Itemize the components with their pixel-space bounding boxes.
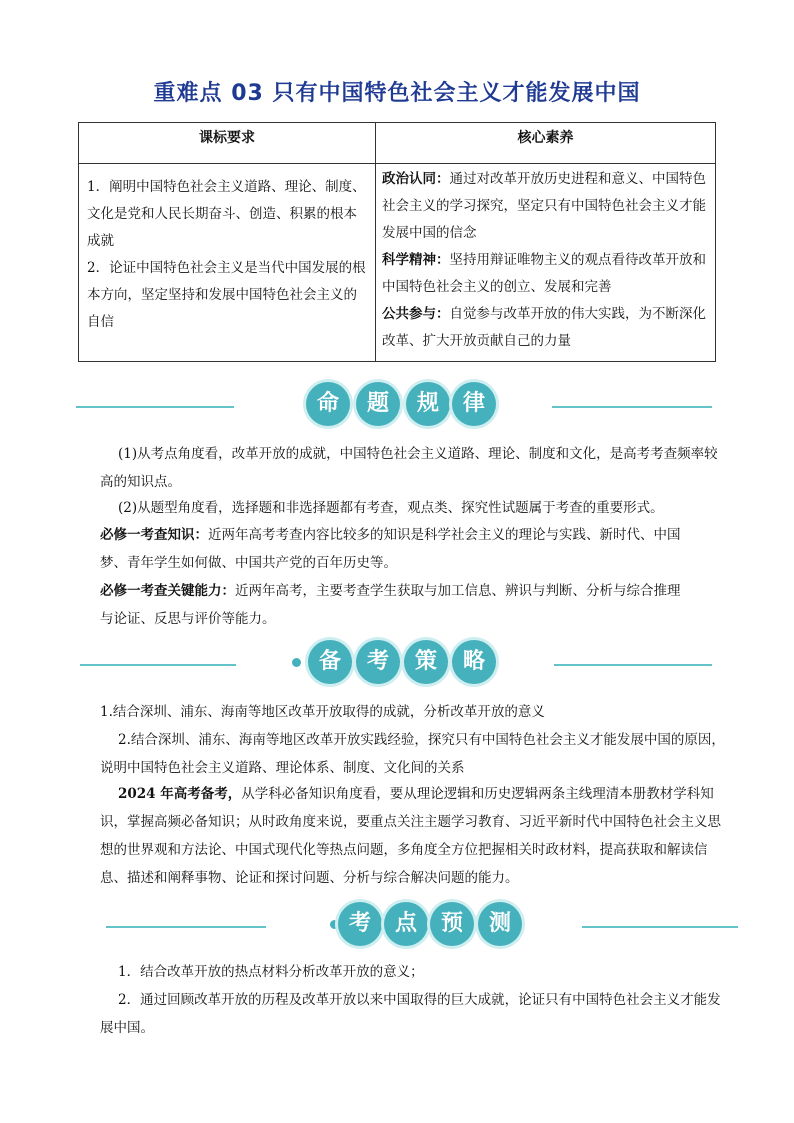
section-char: 题 bbox=[356, 382, 400, 426]
literacy-item bbox=[382, 247, 709, 301]
paragraph: 1.结合深圳、浦东、海南等地区改革开放取得的成就，分析改革开放的意义 bbox=[100, 704, 545, 720]
literacy-label: 公共参与： bbox=[382, 306, 450, 322]
section-char: 备 bbox=[308, 640, 352, 684]
paragraph: 必修一考查知识：近两年高考考查内容比较多的知识是科学社会主义的理论与实践、新时代、中国梦、青年学生如何做、中国共产党的百年历史等。 bbox=[100, 527, 681, 571]
paragraph: 必修一考查关键能力：近两年高考，主要考查学生获取与加工信息、辨识与判断、分析与综合推理与论证、反思与评价等能力。 bbox=[100, 583, 681, 627]
requirement-item: 1．阐明中国特色社会主义道路、理论、制度、文化是党和人民长期奋斗、创造、积累的根本成就 bbox=[87, 179, 366, 249]
bold-label: 必修一考查知识： bbox=[100, 527, 208, 543]
standards-table bbox=[78, 122, 716, 362]
literacy-text: 自觉参与改革开放的伟大实践，为不断深化改革、扩大开放贡献自己的力量 bbox=[382, 306, 706, 349]
table-header-requirements: 课标要求 bbox=[79, 123, 376, 164]
literacy-label: 政治认同： bbox=[382, 171, 450, 187]
literacy-text: 通过对改革开放历史进程和意义、中国特色社会主义的学习探究，坚定只有中国特色社会主义才能发展中国的信念 bbox=[382, 171, 706, 241]
section-char: 规 bbox=[406, 382, 450, 426]
bold-label: 必修一考查关键能力： bbox=[100, 583, 235, 599]
divider-line bbox=[552, 406, 712, 408]
section-char: 点 bbox=[384, 902, 428, 946]
dot-icon bbox=[292, 658, 301, 667]
section-char: 略 bbox=[452, 640, 496, 684]
section-char: 考 bbox=[338, 902, 382, 946]
paragraph: 1．结合改革开放的热点材料分析改革开放的意义； bbox=[118, 964, 424, 980]
divider-line bbox=[582, 926, 738, 928]
section-header-exam-pattern bbox=[0, 382, 794, 432]
page-title: 重难点 03 只有中国特色社会主义才能发展中国 bbox=[153, 81, 641, 106]
literacy-item bbox=[382, 301, 709, 355]
section-char: 律 bbox=[452, 382, 496, 426]
section-char: 命 bbox=[306, 382, 350, 426]
table-header-literacy: 核心素养 bbox=[376, 123, 716, 164]
section-char: 策 bbox=[404, 640, 448, 684]
divider-line bbox=[106, 926, 266, 928]
bold-label: 2024 年高考备考， bbox=[118, 786, 242, 802]
requirement-item: 2．论证中国特色社会主义是当代中国发展的根本方向，坚定坚持和发展中国特色社会主义的自信 bbox=[87, 260, 366, 330]
literacy-label: 科学精神： bbox=[382, 252, 450, 268]
section-char: 预 bbox=[430, 902, 474, 946]
paragraph: (1)从考点角度看，改革开放的成就，中国特色社会主义道路、理论、制度和文化，是高考考查频率较高的知识点。 bbox=[100, 446, 718, 490]
divider-line bbox=[554, 664, 712, 666]
section-header-forecast bbox=[0, 902, 794, 952]
paragraph: 2．通过回顾改革开放的历程及改革开放以来中国取得的巨大成就，论证只有中国特色社会主义才能发展中国。 bbox=[100, 992, 721, 1036]
literacy-cell bbox=[376, 164, 716, 362]
paragraph: 2024 年高考备考，从学科必备知识角度看，要从理论逻辑和历史逻辑两条主线理清本册教材学科知识，掌握高频必备知识；从时政角度来说，要重点关注主题学习教育、习近平新时代中国特色社会主义思想的世界观和方法论、中国式现代化等热点问题，多角度全方位把握相关时政材料，提高获取和解读信息、描述和阐释事物、论证和探讨问题、分析与综合解决问题的能力。 bbox=[100, 786, 721, 886]
section-char: 测 bbox=[478, 902, 522, 946]
paragraph: 2.结合深圳、浦东、海南等地区改革开放实践经验，探究只有中国特色社会主义才能发展中国的原因，说明中国特色社会主义道路、理论体系、制度、文化间的关系 bbox=[100, 732, 725, 776]
section-header-prep-strategy bbox=[0, 640, 794, 690]
literacy-text: 坚持用辩证唯物主义的观点看待改革开放和中国特色社会主义的创立、发展和完善 bbox=[382, 252, 706, 295]
literacy-item bbox=[382, 166, 709, 247]
paragraph: (2)从题型角度看，选择题和非选择题都有考查，观点类、探究性试题属于考查的重要形式。 bbox=[118, 500, 664, 516]
divider-line bbox=[80, 664, 236, 666]
section-char: 考 bbox=[356, 640, 400, 684]
requirements-cell bbox=[79, 164, 376, 362]
divider-line bbox=[76, 406, 234, 408]
